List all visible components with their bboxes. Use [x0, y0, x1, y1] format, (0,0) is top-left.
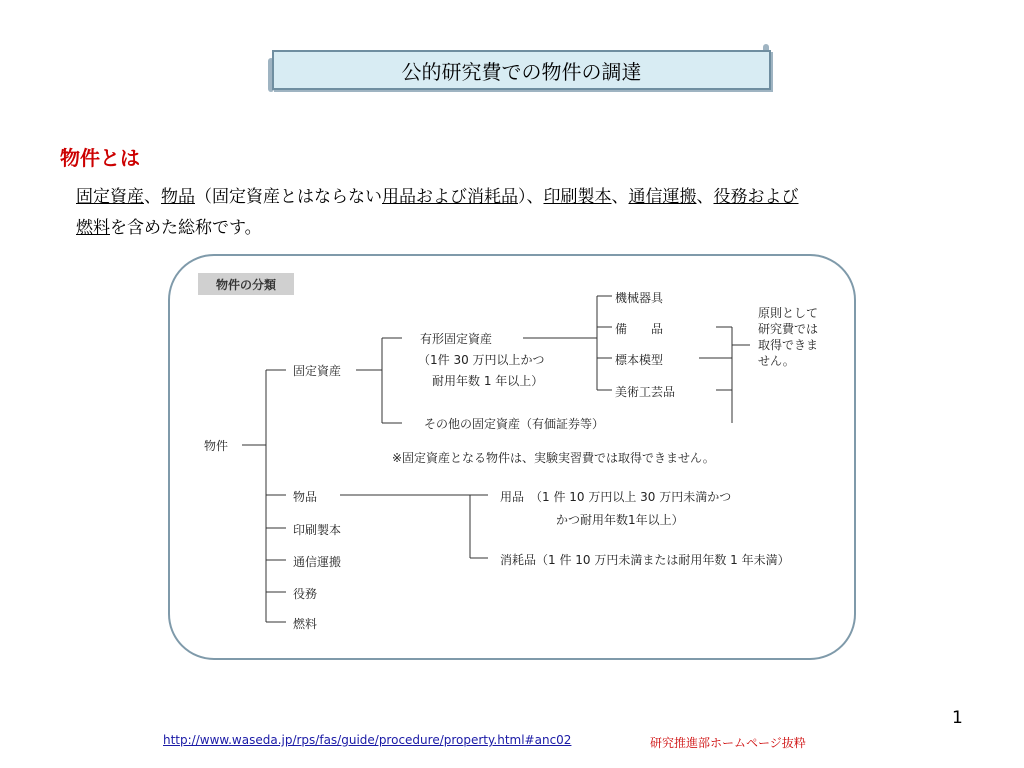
node-supplies-2: かつ耐用年数1年以上） [556, 513, 684, 527]
node-root: 物件 [204, 439, 229, 453]
source-url-link[interactable]: http://www.waseda.jp/rps/fas/guide/procedure/property.html#anc02 [163, 733, 572, 747]
text-ending: を含めた総称です。 [110, 218, 262, 238]
rule-line-2: 研究費では [758, 322, 819, 336]
node-services: 役務 [293, 587, 318, 601]
node-other-fixed: その他の固定資産（有価証券等） [424, 417, 605, 431]
node-specimen: 標本模型 [615, 353, 664, 367]
node-machine: 機械器具 [615, 291, 664, 305]
term-services: 役務および [713, 187, 799, 207]
slide-title: 公的研究費での物件の調達 [401, 59, 642, 84]
node-tangible-note-1: （1件 30 万円以上かつ [418, 353, 545, 367]
rule-line-4: せん。 [758, 354, 795, 368]
rule-line-1: 原則として [758, 306, 819, 320]
text-paren-open: （固定資産とはならない [195, 187, 382, 207]
node-consumables: 消耗品（1 件 10 万円未満または耐用年数 1 年未満） [500, 553, 790, 567]
node-communication: 通信運搬 [293, 555, 342, 569]
term-goods: 物品 [161, 187, 195, 207]
node-fuel: 燃料 [293, 617, 318, 631]
page-number: 1 [952, 708, 963, 728]
node-printing: 印刷製本 [293, 523, 342, 537]
node-craft: 美術工芸品 [615, 385, 676, 399]
text-sep: 、 [144, 187, 161, 207]
section-heading: 物件とは [60, 146, 140, 170]
term-communication: 通信運搬 [628, 187, 697, 207]
node-tangible-note-2: 耐用年数 1 年以上） [432, 374, 544, 388]
text-paren-close: ）、 [518, 187, 544, 207]
term-fixed-assets: 固定資産 [76, 187, 144, 207]
term-fuel: 燃料 [76, 218, 110, 238]
node-fixed-assets: 固定資産 [293, 364, 342, 378]
text-sep: 、 [696, 187, 714, 207]
node-equipment: 備 品 [615, 322, 664, 336]
node-goods: 物品 [293, 490, 318, 504]
diagram-title: 物件の分類 [198, 273, 294, 295]
node-tangible: 有形固定資産 [420, 332, 493, 346]
text-sep: 、 [611, 187, 629, 207]
source-attribution: 研究推進部ホームページ抜粋 [650, 736, 806, 750]
node-supplies-1: 用品 （1 件 10 万円以上 30 万円未満かつ [500, 490, 732, 504]
rule-line-3: 取得できま [758, 338, 819, 352]
term-supplies-consumables: 用品および消耗品 [382, 187, 518, 207]
term-printing: 印刷製本 [543, 187, 612, 207]
diagram-note: ※固定資産となる物件は、実験実習費では取得できません。 [392, 451, 715, 465]
